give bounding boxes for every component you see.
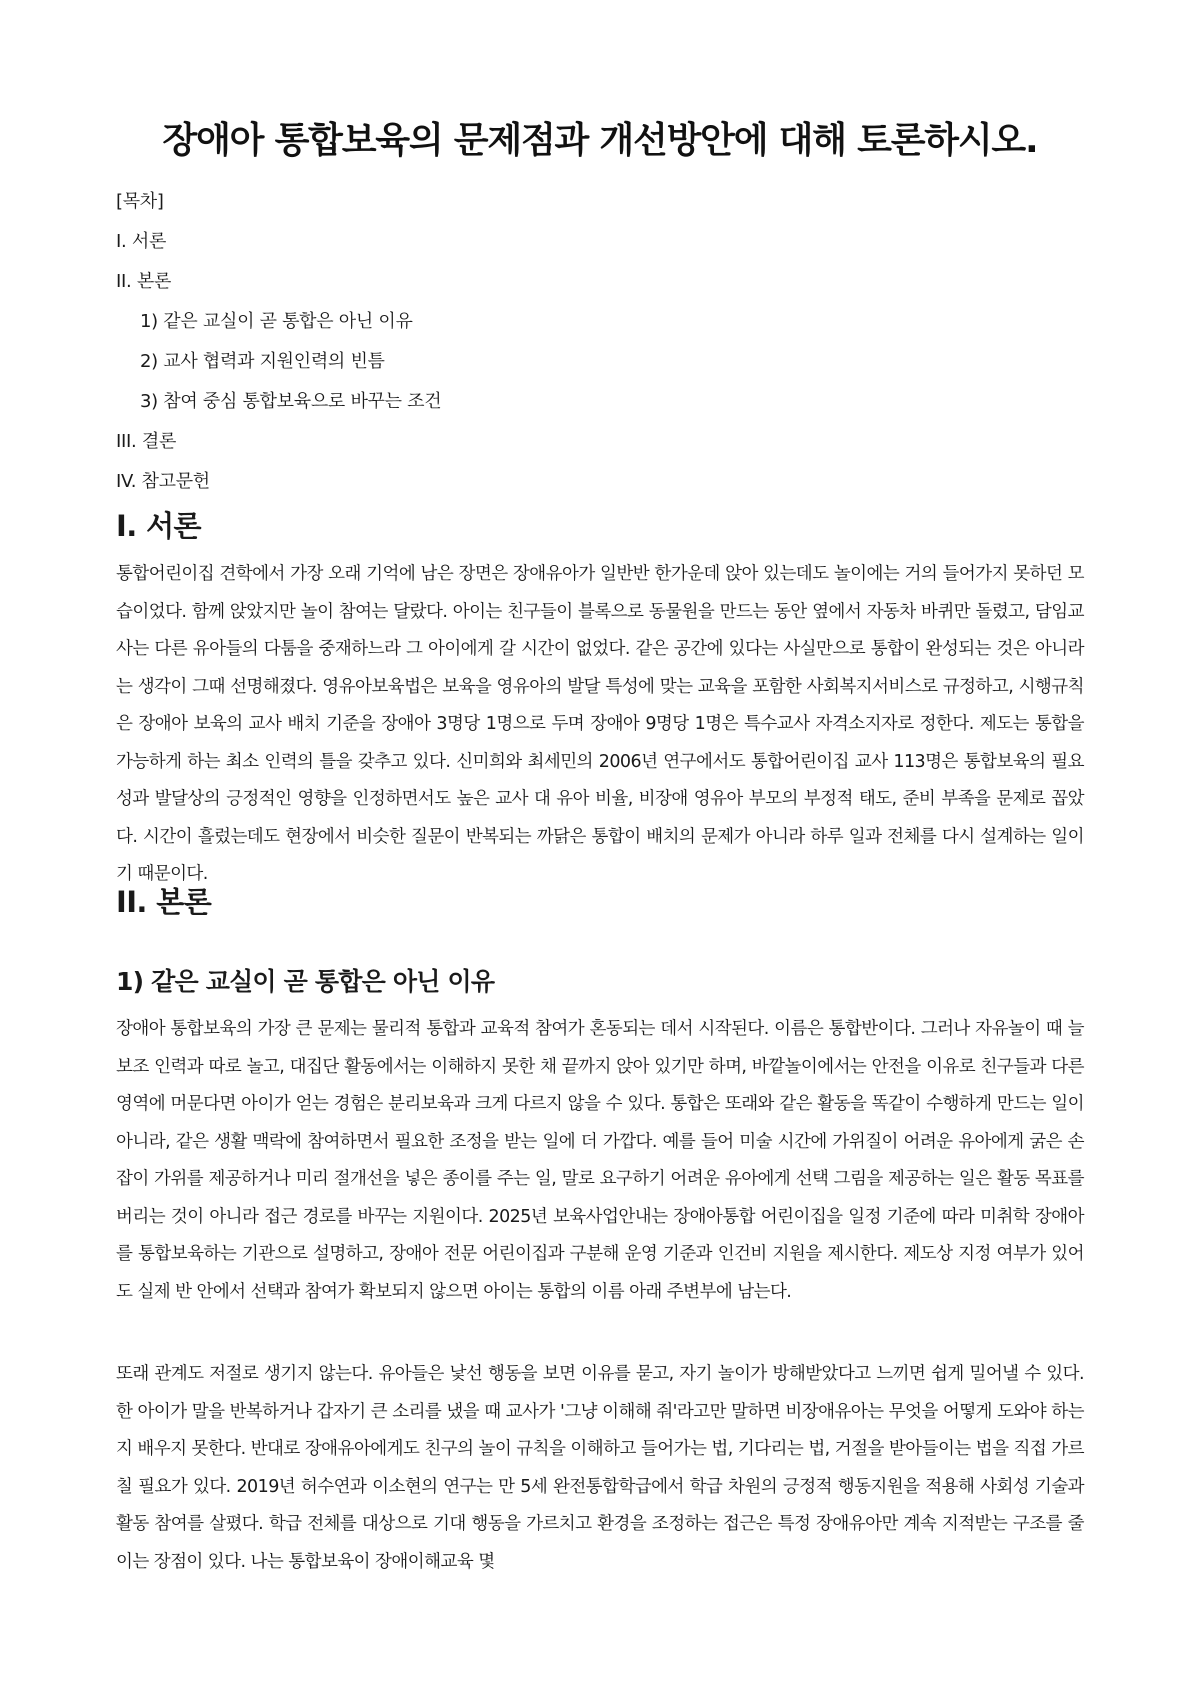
table-of-contents	[116, 188, 1084, 508]
subsection-heading-1: 1) 같은 교실이 곧 통합은 아닌 이유	[116, 967, 495, 996]
toc-item: IV. 참고문헌	[116, 471, 210, 492]
toc-item: I. 서론	[116, 231, 167, 252]
intro-paragraph: 통합어린이집 견학에서 가장 오래 기억에 남은 장면은 장애유아가 일반반 한가운데 앉아 있는데도 놀이에는 거의 들어가지 못하던 모습이었다. 함께 앉았지만 놀이 참여는 달랐다. 아이는 친구들이 블록으로 동물원을 만드는 동안 옆에서 자동차 바퀴만 돌렸고, 담임교사는 다른 유아들의 다툼을 중재하느라 그 아이에게 갈 시간이 없었다. 같은 공간에 있다는 사실만으로 통합이 완성되는 것은 아니라는 생각이 그때 선명해졌다. 영유아보육법은 보육을 영유아의 발달 특성에 맞는 교육을 포함한 사회복지서비스로 규정하고, 시행규칙은 장애아 보육의 교사 배치 기준을 장애아 3명당 1명으로 두며 장애아 9명당 1명은 특수교사 자격소지자로 정한다. 제도는 통합을 가능하게 하는 최소 인력의 틀을 갖추고 있다. 신미희와 최세민의 2006년 연구에서도 통합어린이집 교사 113명은 통합보육의 필요성과 발달상의 긍정적인 영향을 인정하면서도 높은 교사 대 유아 비율, 비장애 영유아 부모의 부정적 태도, 준비 부족을 문제로 꼽았다. 시간이 흘렀는데도 현장에서 비슷한 질문이 반복되는 까닭은 통합이 배치의 문제가 아니라 하루 일과 전체를 다시 설계하는 일이기 때문이다.	[116, 564, 1084, 884]
toc-subitem: 1) 같은 교실이 곧 통합은 아닌 이유	[140, 311, 413, 332]
body-paragraph-1: 장애아 통합보육의 가장 큰 문제는 물리적 통합과 교육적 참여가 혼동되는 데서 시작된다. 이름은 통합반이다. 그러나 자유놀이 때 늘 보조 인력과 따로 놀고, 대집단 활동에서는 이해하지 못한 채 끝까지 앉아 있기만 하며, 바깥놀이에서는 안전을 이유로 친구들과 다른 영역에 머문다면 아이가 얻는 경험은 분리보육과 크게 다르지 않을 수 있다. 통합은 또래와 같은 활동을 똑같이 수행하게 만드는 일이 아니라, 같은 생활 맥락에 참여하면서 필요한 조정을 받는 일에 더 가깝다. 예를 들어 미술 시간에 가위질이 어려운 유아에게 굵은 손잡이 가위를 제공하거나 미리 절개선을 넣은 종이를 주는 일, 말로 요구하기 어려운 유아에게 선택 그림을 제공하는 일은 활동 목표를 버리는 것이 아니라 접근 경로를 바꾸는 지원이다. 2025년 보육사업안내는 장애아통합 어린이집을 일정 기준에 따라 미취학 장애아를 통합보육하는 기관으로 설명하고, 장애아 전문 어린이집과 구분해 운영 기준과 인건비 지원을 제시한다. 제도상 지정 여부가 있어도 실제 반 안에서 선택과 참여가 확보되지 않으면 아이는 통합의 이름 아래 주변부에 남는다.	[116, 1019, 1084, 1302]
toc-subitem: 3) 참여 중심 통합보육으로 바꾸는 조건	[140, 391, 442, 412]
body-paragraph-2: 또래 관계도 저절로 생기지 않는다. 유아들은 낯선 행동을 보면 이유를 묻고, 자기 놀이가 방해받았다고 느끼면 쉽게 밀어낼 수 있다. 한 아이가 말을 반복하거나 갑자기 큰 소리를 냈을 때 교사가 '그냥 이해해 줘'라고만 말하면 비장애유아는 무엇을 어떻게 도와야 하는지 배우지 못한다. 반대로 장애유아에게도 친구의 놀이 규칙을 이해하고 들어가는 법, 기다리는 법, 거절을 받아들이는 법을 직접 가르칠 필요가 있다. 2019년 허수연과 이소현의 연구는 만 5세 완전통합학급에서 학급 차원의 긍정적 행동지원을 적용해 사회성 기술과 활동 참여를 살폈다. 학급 전체를 대상으로 기대 행동을 가르치고 환경을 조정하는 접근은 특정 장애유아만 계속 지적받는 구조를 줄이는 장점이 있다. 나는 통합보육이 장애이해교육 몇	[116, 1364, 1084, 1572]
section-heading-intro: I. 서론	[116, 509, 201, 543]
toc-subitem: 2) 교사 협력과 지원인력의 빈틈	[140, 351, 385, 372]
toc-item: III. 결론	[116, 431, 177, 452]
document-title: 장애아 통합보육의 문제점과 개선방안에 대해 토론하시오.	[162, 120, 1038, 161]
toc-heading: [목차]	[116, 191, 164, 212]
toc-item: II. 본론	[116, 271, 172, 292]
section-heading-body: II. 본론	[116, 885, 212, 919]
